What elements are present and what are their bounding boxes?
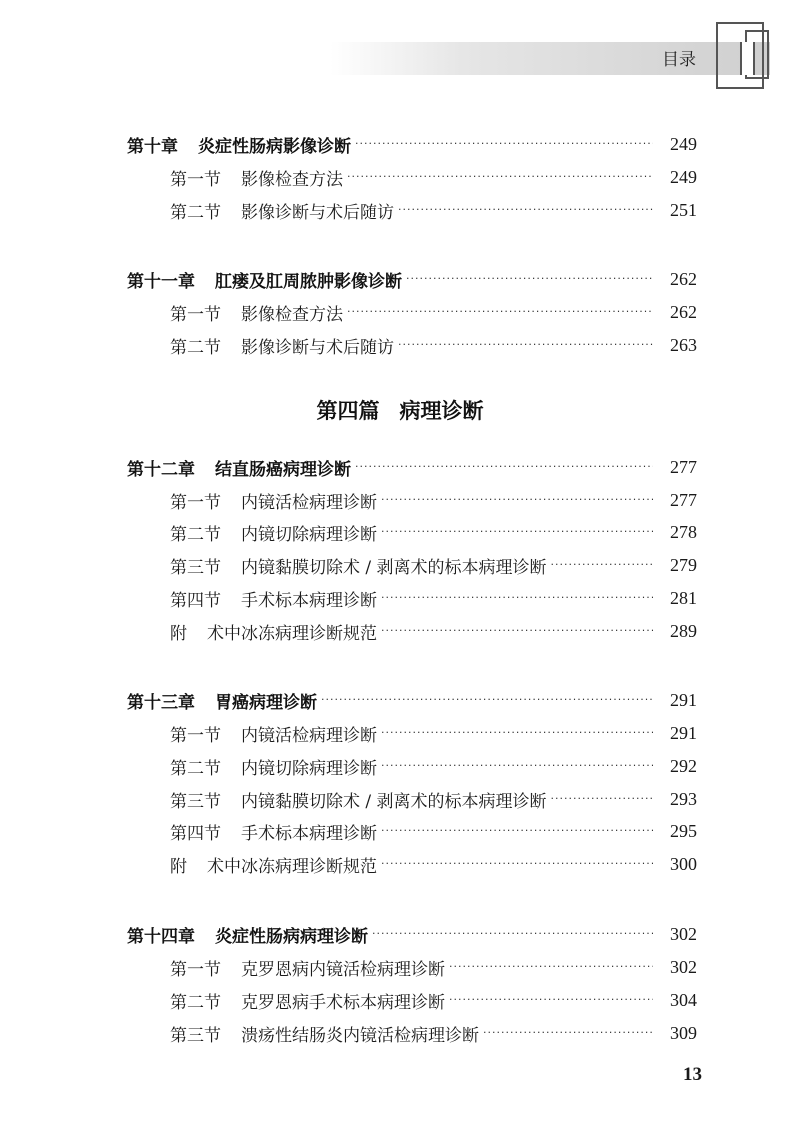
toc-section-num: 第一节 [170,725,221,746]
toc-page-number: 304 [670,989,697,1010]
dot-leader [355,452,653,482]
dot-leader [483,1018,653,1048]
toc-page-number: 251 [670,199,697,220]
toc-chapter-12[interactable] [127,452,697,482]
toc-section-title: 内镜活检病理诊断 [241,492,377,513]
toc-section-num: 第一节 [170,959,221,980]
toc-section[interactable] [170,550,697,580]
toc-section-num: 第三节 [170,1025,221,1046]
dot-leader [398,330,653,360]
toc-chapter-title: 肛瘘及肛周脓肿影像诊断 [215,271,402,292]
toc-section-num: 第一节 [170,304,221,325]
toc-section-title: 影像检查方法 [241,169,343,190]
toc-section[interactable] [170,985,697,1015]
toc-chapter-num: 第十四章 [127,926,195,947]
toc-page-number: 302 [670,956,697,977]
dot-leader [347,162,653,192]
toc-page-number: 279 [670,554,697,575]
dot-leader [372,919,653,949]
toc-section[interactable] [170,952,697,982]
toc-page-number: 292 [670,755,697,776]
toc-section[interactable] [170,784,697,814]
toc-section-num: 第四节 [170,823,221,844]
toc-section-num: 第四节 [170,590,221,611]
toc-section[interactable] [170,751,697,781]
toc-chapter-title: 胃癌病理诊断 [215,692,317,713]
dot-leader [321,685,653,715]
toc-section[interactable] [170,816,697,846]
toc-section-title: 术中冰冻病理诊断规范 [207,623,377,644]
toc-section-num: 附 [170,856,187,877]
toc-page-number: 249 [670,166,697,187]
toc-section-num: 第一节 [170,492,221,513]
toc-section-title: 内镜切除病理诊断 [241,758,377,779]
dot-leader [381,849,653,879]
dot-leader [355,129,653,159]
toc-chapter-num: 第十一章 [127,271,195,292]
toc-page-number: 295 [670,820,697,841]
toc-page-number: 289 [670,620,697,641]
dot-leader [398,195,653,225]
toc-page-number: 302 [670,923,697,944]
dot-leader [449,985,653,1015]
toc-page-number: 263 [670,334,697,355]
toc-section-num: 第二节 [170,337,221,358]
toc-section-title: 手术标本病理诊断 [241,590,377,611]
toc-page-number: 291 [670,722,697,743]
toc-section-title: 术中冰冻病理诊断规范 [207,856,377,877]
toc-page-number: 277 [670,456,697,477]
toc-appendix[interactable] [170,849,697,879]
part-number: 第四篇 [316,398,380,423]
dot-leader [551,550,653,580]
dot-leader [381,816,653,846]
toc-section-num: 第二节 [170,758,221,779]
header-label: 目录 [662,50,696,70]
toc-chapter-num: 第十章 [127,136,178,157]
toc-chapter-title: 结直肠癌病理诊断 [215,459,351,480]
chapter-tab-bar [740,42,755,75]
toc-page-number: 300 [670,853,697,874]
part-title [0,394,800,428]
toc-section-title: 克罗恩病手术标本病理诊断 [241,992,445,1013]
dot-leader [381,616,653,646]
toc-section-title: 内镜黏膜切除术 / 剥离术的标本病理诊断 [241,791,547,812]
toc-section-num: 附 [170,623,187,644]
part-name: 病理诊断 [399,398,484,423]
dot-leader [381,718,653,748]
dot-leader [449,952,653,982]
toc-section-title: 影像诊断与术后随访 [241,337,394,358]
toc-page-number: 293 [670,788,697,809]
dot-leader [381,751,653,781]
toc-page-number: 262 [670,301,697,322]
toc-page-number: 309 [670,1022,697,1043]
toc-page-number: 277 [670,489,697,510]
toc-page-number: 291 [670,689,697,710]
dot-leader [406,264,653,294]
toc-section[interactable] [170,162,697,192]
toc-chapter-num: 第十二章 [127,459,195,480]
toc-page-number: 262 [670,268,697,289]
toc-section-title: 影像检查方法 [241,304,343,325]
toc-section[interactable] [170,330,697,360]
toc-page-number: 281 [670,587,697,608]
toc-section[interactable] [170,195,697,225]
toc-section-title: 溃疡性结肠炎内镜活检病理诊断 [241,1025,479,1046]
toc-section-title: 手术标本病理诊断 [241,823,377,844]
toc-appendix[interactable] [170,616,697,646]
toc-chapter-10[interactable] [127,129,697,159]
toc-chapter-title: 炎症性肠病病理诊断 [215,926,368,947]
toc-chapter-13[interactable] [127,685,697,715]
toc-section-num: 第三节 [170,557,221,578]
dot-leader [381,583,653,613]
toc-section-title: 内镜切除病理诊断 [241,524,377,545]
toc-section-num: 第二节 [170,524,221,545]
dot-leader [551,784,653,814]
toc-section-num: 第二节 [170,202,221,223]
toc-section[interactable] [170,583,697,613]
toc-section-num: 第一节 [170,169,221,190]
toc-section-title: 内镜活检病理诊断 [241,725,377,746]
toc-section-num: 第二节 [170,992,221,1013]
toc-section[interactable] [170,1018,697,1048]
toc-chapter-num: 第十三章 [127,692,195,713]
toc-section[interactable] [170,718,697,748]
toc-section-title: 内镜黏膜切除术 / 剥离术的标本病理诊断 [241,557,547,578]
toc-section[interactable] [170,517,697,547]
toc-section[interactable] [170,485,697,515]
toc-chapter-title: 炎症性肠病影像诊断 [198,136,351,157]
toc-chapter-11[interactable] [127,264,697,294]
toc-section[interactable] [170,297,697,327]
dot-leader [381,517,653,547]
toc-section-title: 克罗恩病内镜活检病理诊断 [241,959,445,980]
dot-leader [381,485,653,515]
toc-page-number: 249 [670,133,697,154]
header-band [330,42,770,75]
toc-section-title: 影像诊断与术后随访 [241,202,394,223]
toc-chapter-14[interactable] [127,919,697,949]
toc-page-number: 278 [670,521,697,542]
page-number: 13 [683,1064,702,1085]
toc-section-num: 第三节 [170,791,221,812]
dot-leader [347,297,653,327]
